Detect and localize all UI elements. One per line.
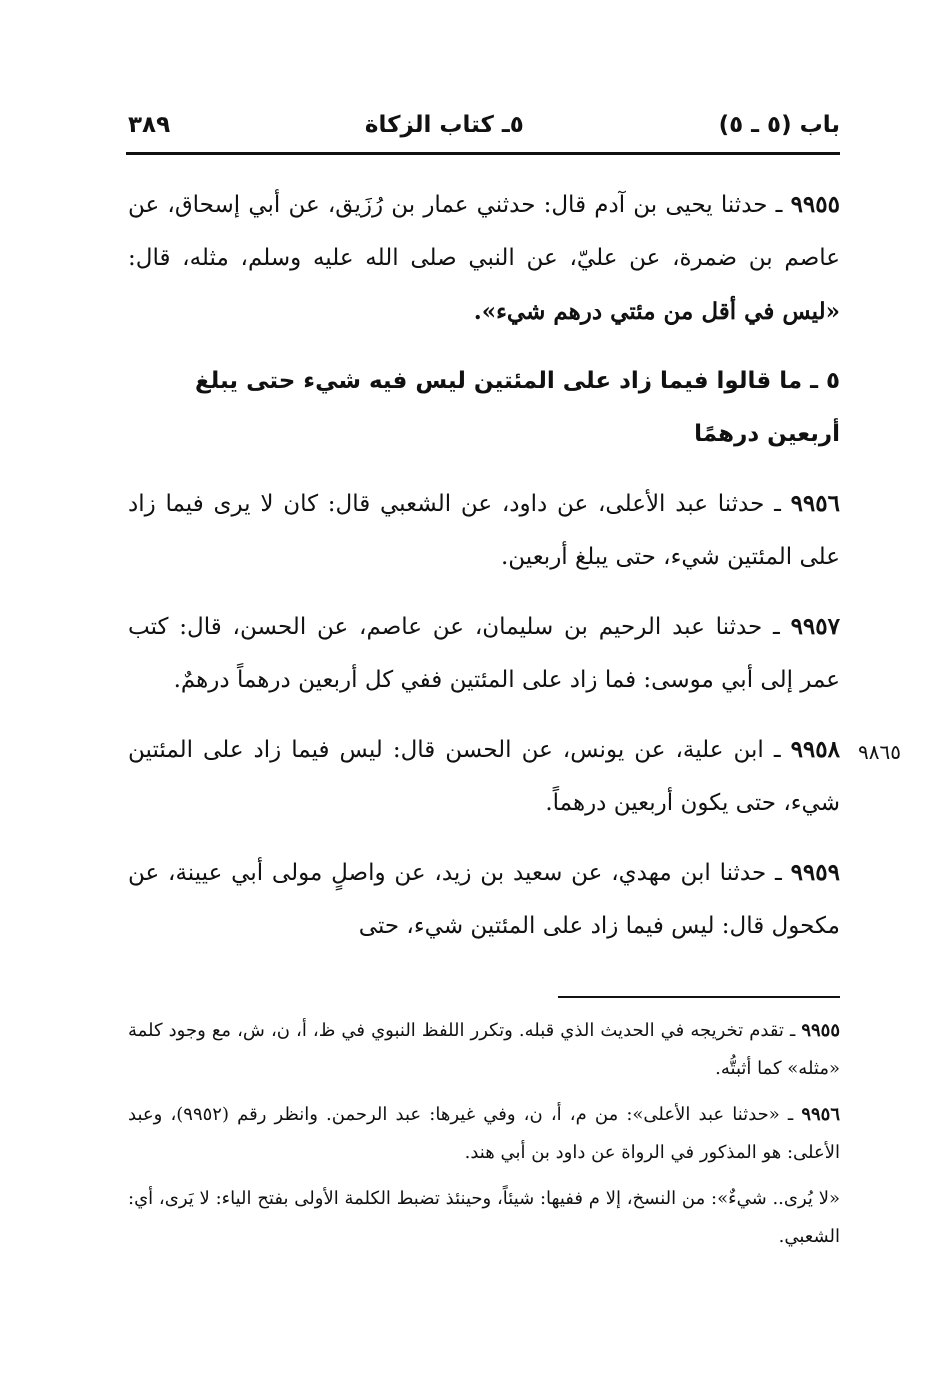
hadith-9955 bbox=[128, 178, 840, 339]
prophetic-quote: «ليس في أقل من مئتي درهم شيء». bbox=[473, 298, 840, 325]
footnote-text: ـ تقدم تخريجه في الحديث الذي قبله. وتكرر اللفظ النبوي في ظ، أ، ن، ش، مع وجود كلمة «مثله» كما أثبتُّه. bbox=[128, 1020, 840, 1079]
footnotes bbox=[128, 1012, 840, 1264]
footnote-text: ـ «حدثنا عبد الأعلى»: من م، أ، ن، وفي غيرها: عبد الرحمن. وانظر رقم (٩٩٥٢)، وعبد الأعلى: هو المذكور في الرواة عن داود بن أبي هند. bbox=[128, 1104, 840, 1163]
footnote-number: ٩٩٥٦ bbox=[801, 1104, 840, 1125]
header-rule bbox=[126, 152, 840, 155]
hadith-text: ـ حدثنا عبد الرحيم بن سليمان، عن عاصم، عن الحسن، قال: كتب عمر إلى أبي موسى: فما زاد على المئتين ففي كل أربعين درهماً درهمٌ. bbox=[128, 614, 840, 693]
hadith-9957 bbox=[128, 600, 840, 707]
hadith-9959 bbox=[128, 846, 840, 953]
footnote-continuation bbox=[128, 1180, 840, 1256]
hadith-text: ـ حدثنا ابن مهدي، عن سعيد بن زيد، عن واصلٍ مولى أبي عيينة، عن مكحول قال: ليس فيما زاد على المئتين شيء، حتى bbox=[128, 860, 840, 939]
section-heading: ٥ ـ ما قالوا فيما زاد على المئتين ليس فيه شيء حتى يبلغ أربعين درهمًا bbox=[194, 368, 840, 447]
hadith-9956 bbox=[128, 477, 840, 584]
footnote-9955 bbox=[128, 1012, 840, 1088]
book-title: ٥ـ كتاب الزكاة bbox=[364, 112, 524, 138]
chapter-label: باب (٥ ـ ٥) bbox=[718, 112, 840, 138]
footnote-text: «لا يُرى.. شيءٌ»: من النسخ، إلا م ففيها: شيئاً، وحينئذ تضبط الكلمة الأولى بفتح الياء: لا يَرى، أي: الشعبي. bbox=[128, 1188, 840, 1247]
hadith-text: ـ حدثنا عبد الأعلى، عن داود، عن الشعبي قال: كان لا يرى فيما زاد على المئتين شيء، حتى يبلغ أربعين. bbox=[128, 491, 840, 570]
hadith-number: ٩٩٥٩ bbox=[790, 859, 840, 886]
footnote-number: ٩٩٥٥ bbox=[801, 1020, 840, 1041]
hadith-number: ٩٩٥٧ bbox=[790, 613, 840, 640]
hadith-text: ـ ابن علية، عن يونس، عن الحسن قال: ليس فيما زاد على المئتين شيء، حتى يكون أربعين درهماً. bbox=[128, 737, 840, 816]
hadith-9958 bbox=[128, 723, 840, 830]
footnote-9956 bbox=[128, 1096, 840, 1172]
hadith-number: ٩٩٥٦ bbox=[790, 490, 840, 517]
footnote-rule bbox=[558, 996, 840, 998]
hadith-number: ٩٩٥٨ bbox=[790, 736, 840, 763]
page-number: ٣٨٩ bbox=[128, 112, 171, 138]
margin-reference-number: ٩٨٦٥ bbox=[858, 740, 901, 764]
hadith-number: ٩٩٥٥ bbox=[790, 191, 840, 218]
running-header bbox=[128, 100, 840, 150]
hadith-text: ـ حدثنا يحيى بن آدم قال: حدثني عمار بن رُزَيق، عن أبي إسحاق، عن عاصم بن ضمرة، عن عليّ، عن النبي صلى الله عليه وسلم، مثله، قال: bbox=[128, 192, 840, 271]
main-text bbox=[128, 178, 840, 969]
